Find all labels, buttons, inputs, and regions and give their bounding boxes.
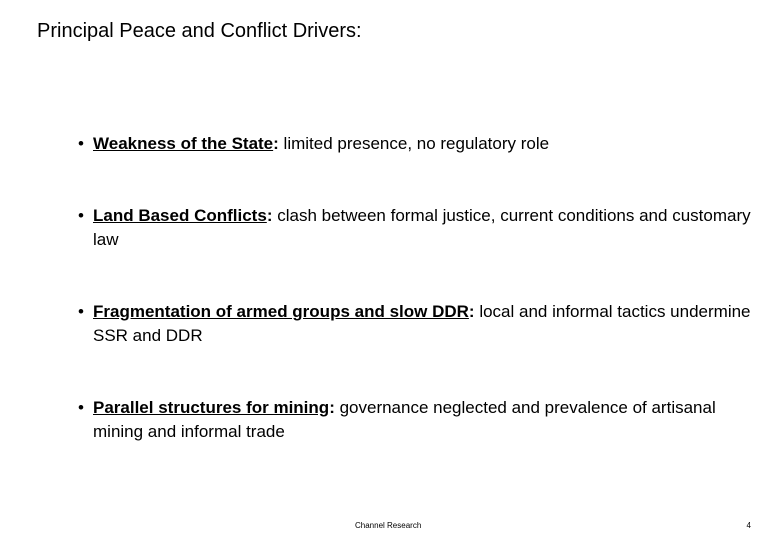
bullet-marker: • (78, 134, 84, 153)
bullet-term: Fragmentation of armed groups and slow DDR (93, 302, 469, 321)
bullet-term: Land Based Conflicts (93, 206, 267, 225)
bullet-item-weakness-of-state (78, 132, 758, 156)
bullet-text: local and informal tactics undermine SSR and DDR (93, 302, 751, 345)
bullet-text: limited presence, no regulatory role (278, 134, 550, 153)
bullet-marker: • (78, 398, 84, 417)
bullet-separator: : (273, 134, 279, 153)
bullet-item-fragmentation-armed-groups (78, 300, 758, 348)
slide-title: Principal Peace and Conflict Drivers: (37, 20, 362, 42)
bullet-separator: : (468, 302, 475, 321)
bullet-marker: • (78, 302, 84, 321)
page-number: 4 (746, 521, 751, 530)
bullet-text: clash between formal justice, current conditions and customary law (93, 206, 751, 249)
bullet-marker: • (78, 206, 84, 225)
bullet-item-land-based-conflicts (78, 204, 758, 252)
bullet-list (78, 132, 758, 444)
footer-text: Channel Research (355, 521, 422, 530)
bullet-text: governance neglected and prevalence of artisanal mining and informal trade (93, 398, 716, 441)
bullet-separator: : (329, 398, 335, 417)
bullet-separator: : (266, 206, 273, 225)
bullet-item-parallel-structures-mining (78, 396, 758, 444)
bullet-term: Parallel structures for mining (93, 398, 330, 417)
bullet-term: Weakness of the State (93, 134, 274, 153)
